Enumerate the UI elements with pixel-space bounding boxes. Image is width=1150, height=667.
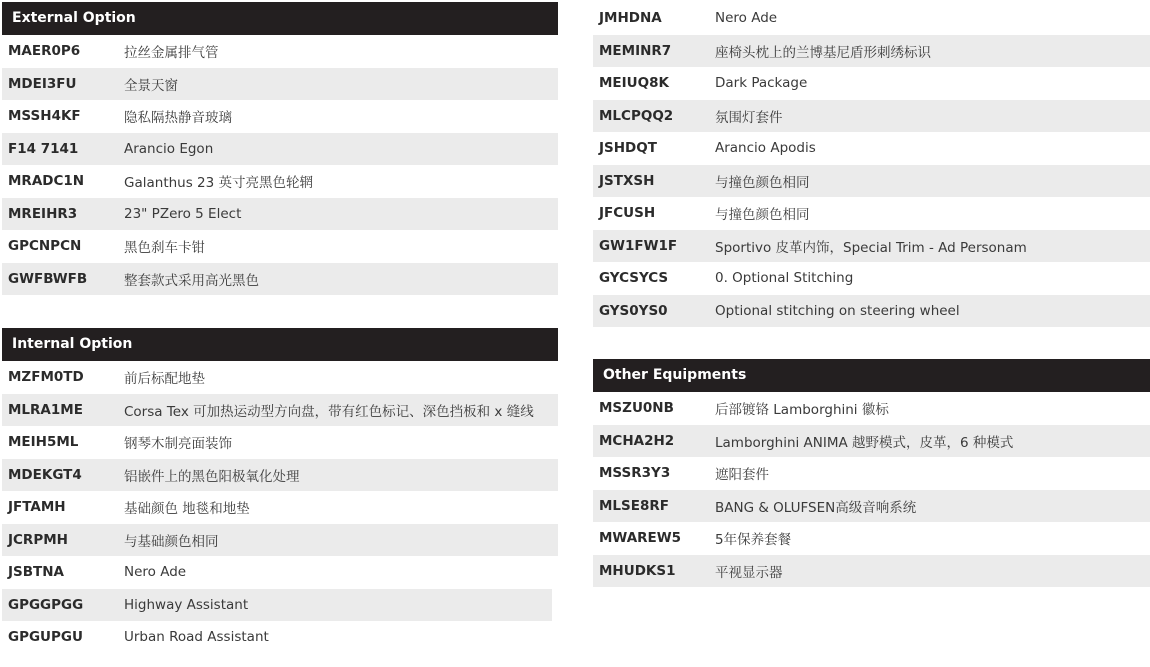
other-equipments-header: Other Equipments: [593, 359, 1150, 392]
option-code: GPGGPGG: [8, 596, 84, 613]
table-row: [2, 556, 558, 589]
option-code: JFTAMH: [8, 499, 66, 516]
external-option-section: [2, 2, 558, 295]
option-code: MAER0P6: [8, 43, 81, 60]
option-description: Urban Road Assistant: [124, 629, 269, 646]
table-row: [2, 524, 558, 557]
option-code: MWAREW5: [599, 530, 682, 547]
option-description: 座椅头枕上的兰博基尼盾形刺绣标识: [715, 44, 931, 61]
option-description: 与撞色颜色相同: [715, 174, 810, 191]
option-description: Arancio Egon: [124, 140, 214, 157]
left-column: [2, 2, 558, 654]
table-row: [593, 522, 1150, 555]
option-code: JMHDNA: [599, 10, 662, 27]
option-description: 钢琴木制亮面装饰: [124, 436, 232, 453]
table-row: [2, 589, 552, 622]
table-row: [2, 621, 552, 654]
option-description: Corsa Tex 可加热运动型方向盘，带有红色标记、深色挡板和 x 缝线: [124, 403, 534, 420]
option-description: 遮阳套件: [715, 467, 769, 484]
option-description: Dark Package: [715, 75, 808, 92]
option-code: MZFM0TD: [8, 369, 84, 386]
table-row: [2, 198, 558, 231]
table-row: [593, 67, 1150, 100]
table-row: [2, 133, 558, 166]
table-row: [593, 457, 1150, 490]
other-equipments-rows: [593, 392, 1150, 587]
option-code: MCHA2H2: [599, 432, 675, 449]
table-row: [593, 490, 1150, 523]
option-description: 隐私隔热静音玻璃: [124, 110, 232, 127]
table-row: [2, 35, 558, 68]
option-description: 5年保养套餐: [715, 532, 792, 549]
table-row: [593, 295, 1150, 328]
option-description: 与基础颜色相同: [124, 533, 219, 550]
table-row: [593, 425, 1150, 458]
option-description: Lamborghini ANIMA 越野模式，皮革，6 种模式: [715, 434, 1014, 451]
option-code: MEIUQ8K: [599, 75, 669, 92]
option-code: GWFBWFB: [8, 270, 88, 287]
option-code: MEIH5ML: [8, 434, 79, 451]
table-row: [593, 165, 1150, 198]
option-description: Highway Assistant: [124, 596, 249, 613]
table-row: [593, 2, 1150, 35]
option-code: GYS0YS0: [599, 302, 668, 319]
option-code: MSSH4KF: [8, 108, 81, 125]
option-code: MLRA1ME: [8, 401, 83, 418]
table-row: [2, 165, 558, 198]
option-description: 全景天窗: [124, 77, 178, 94]
table-row: [2, 459, 558, 492]
option-code: MEMINR7: [599, 42, 672, 59]
table-row: [2, 230, 558, 263]
table-row: [2, 426, 558, 459]
option-code: JCRPMH: [8, 531, 68, 548]
option-description: Nero Ade: [124, 564, 187, 581]
option-description: 整套款式采用高光黑色: [124, 272, 259, 289]
option-description: 前后标配地垫: [124, 371, 205, 388]
option-description: 23" PZero 5 Elect: [124, 205, 242, 222]
option-code: MSSR3Y3: [599, 465, 671, 482]
option-description: Sportivo 皮革内饰，Special Trim - Ad Personam: [715, 239, 1027, 256]
table-row: [593, 555, 1150, 588]
internal-option-header: Internal Option: [2, 328, 558, 361]
option-description: 0. Optional Stitching: [715, 270, 854, 287]
option-description: 基础颜色 地毯和地垫: [124, 501, 250, 518]
option-code: MRADC1N: [8, 173, 85, 190]
external-option-header: External Option: [2, 2, 558, 35]
table-row: [593, 262, 1150, 295]
option-code: GYCSYCS: [599, 270, 669, 287]
section-gap: [593, 327, 1150, 359]
option-description: 拉丝金属排气管: [124, 45, 219, 62]
option-description: 黑色刹车卡钳: [124, 240, 205, 257]
table-row: [2, 361, 558, 394]
option-description: 后部镀铬 Lamborghini 徽标: [715, 402, 889, 419]
option-code: JFCUSH: [599, 205, 656, 222]
option-description: BANG & OLUFSEN高级音响系统: [715, 499, 917, 516]
assistant-rows: [2, 589, 558, 654]
table-row: [2, 394, 558, 427]
option-code: GW1FW1F: [599, 237, 678, 254]
option-code: F14 7141: [8, 140, 79, 157]
option-code: JSBTNA: [8, 564, 64, 581]
table-row: [2, 100, 558, 133]
external-option-rows: [2, 35, 558, 295]
option-description: Nero Ade: [715, 10, 778, 27]
table-row: [2, 491, 558, 524]
right-column: [593, 2, 1150, 587]
table-row: [593, 197, 1150, 230]
table-row: [593, 35, 1150, 68]
option-code: GPGUPGU: [8, 629, 83, 646]
option-description: 铝嵌件上的黑色阳极氧化处理: [124, 468, 300, 485]
option-description: Galanthus 23 英寸亮黑色轮辋: [124, 175, 314, 192]
option-code: MSZU0NB: [599, 400, 674, 417]
option-code: GPCNPCN: [8, 238, 82, 255]
option-description: Arancio Apodis: [715, 140, 816, 157]
table-row: [593, 230, 1150, 263]
option-description: 平视显示器: [715, 564, 783, 581]
internal-option-continued-rows: [593, 2, 1150, 327]
table-row: [593, 132, 1150, 165]
option-code: MHUDKS1: [599, 562, 676, 579]
table-row: [593, 100, 1150, 133]
option-code: MREIHR3: [8, 205, 78, 222]
option-description: Optional stitching on steering wheel: [715, 302, 960, 319]
option-code: JSTXSH: [599, 172, 655, 189]
section-gap: [2, 295, 558, 328]
option-code: MLCPQQ2: [599, 107, 674, 124]
option-description: 氛围灯套件: [715, 109, 783, 126]
option-code: MDEI3FU: [8, 75, 77, 92]
table-row: [593, 392, 1150, 425]
internal-option-continued-section: [593, 2, 1150, 327]
option-code: MLSE8RF: [599, 497, 669, 514]
option-code: MDEKGT4: [8, 466, 82, 483]
other-equipments-section: [593, 359, 1150, 587]
option-description: 与撞色颜色相同: [715, 207, 810, 224]
option-code: JSHDQT: [599, 140, 657, 157]
internal-option-rows: [2, 361, 558, 589]
internal-option-section: [2, 328, 558, 589]
table-row: [2, 68, 558, 101]
table-row: [2, 263, 558, 296]
